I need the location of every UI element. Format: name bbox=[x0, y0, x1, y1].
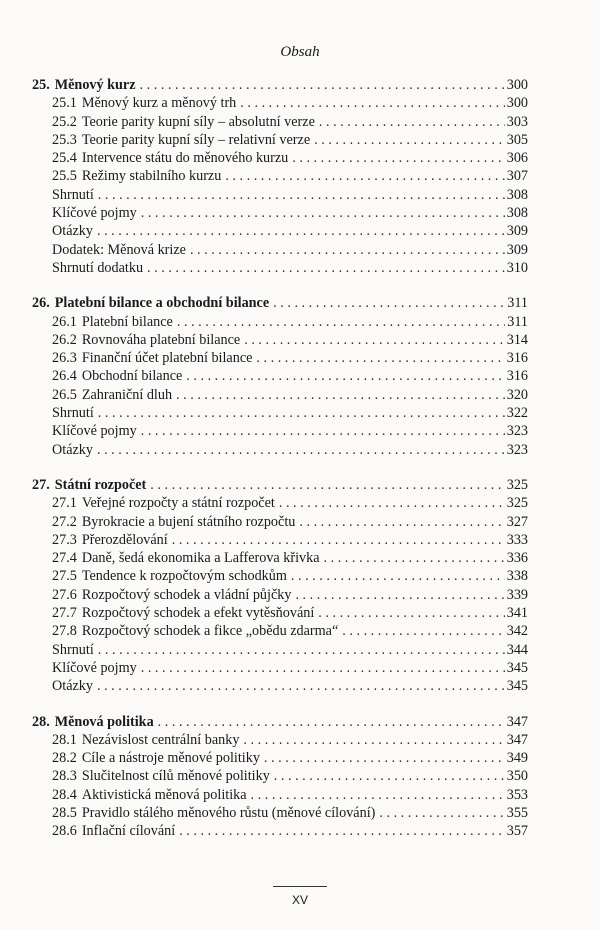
toc-entry bbox=[32, 331, 528, 349]
dot-leader bbox=[172, 531, 505, 549]
toc-entry bbox=[32, 222, 528, 240]
table-of-contents bbox=[32, 76, 528, 858]
entry-title: Tendence k rozpočtovým schodkům bbox=[81, 568, 287, 585]
entry-number: 25.3 bbox=[52, 131, 77, 148]
dot-leader bbox=[150, 476, 504, 494]
running-header: Obsah bbox=[280, 44, 320, 60]
entry-title: Shrnutí dodatku bbox=[52, 259, 144, 276]
entry-title: Daně, šedá ekonomika a Lafferova křivka bbox=[81, 550, 320, 567]
entry-number: 26.4 bbox=[52, 368, 77, 385]
entry-page-number: 300 bbox=[506, 95, 528, 112]
entry-title: Shrnutí bbox=[52, 405, 94, 422]
dot-leader bbox=[158, 713, 505, 731]
dot-leader bbox=[225, 167, 504, 185]
toc-entry bbox=[32, 677, 528, 695]
entry-page-number: 349 bbox=[506, 750, 528, 767]
entry-number: 27.5 bbox=[52, 568, 77, 585]
entry-page-number: 316 bbox=[506, 368, 528, 385]
entry-page-number: 325 bbox=[506, 495, 528, 512]
entry-page-number: 327 bbox=[506, 513, 528, 530]
dot-leader bbox=[186, 367, 504, 385]
toc-entry bbox=[32, 349, 528, 367]
dot-leader bbox=[291, 567, 505, 585]
toc-entry bbox=[32, 167, 528, 185]
entry-page-number: 311 bbox=[507, 313, 528, 330]
entry-title: Zahraniční dluh bbox=[81, 386, 173, 403]
entry-page-number: 350 bbox=[506, 768, 528, 785]
dot-leader bbox=[147, 259, 505, 277]
chapter-heading bbox=[32, 476, 528, 494]
entry-title: Otázky bbox=[52, 223, 93, 240]
chapter-block bbox=[32, 713, 528, 841]
entry-title: Aktivistická měnová politika bbox=[81, 786, 247, 803]
entry-title: Obchodní bilance bbox=[81, 368, 183, 385]
toc-entry bbox=[32, 259, 528, 277]
page-footer bbox=[0, 886, 600, 909]
chapter-heading bbox=[32, 76, 528, 94]
toc-entry bbox=[32, 804, 528, 822]
entry-title: Klíčové pojmy bbox=[52, 423, 137, 440]
entry-title: Přerozdělování bbox=[81, 531, 168, 548]
dot-leader bbox=[251, 786, 505, 804]
dot-leader bbox=[179, 822, 505, 840]
entry-page-number: 347 bbox=[506, 731, 528, 748]
toc-entry bbox=[32, 149, 528, 167]
entry-number: 26.3 bbox=[52, 350, 77, 367]
entry-page-number: 311 bbox=[507, 295, 528, 312]
entry-title: Inflační cílování bbox=[81, 823, 176, 840]
entry-page-number: 307 bbox=[506, 168, 528, 185]
entry-page-number: 322 bbox=[506, 405, 528, 422]
entry-title: Měnový kurz a měnový trh bbox=[81, 95, 237, 112]
entry-number: 27.3 bbox=[52, 531, 77, 548]
toc-entry bbox=[32, 113, 528, 131]
entry-title: Platební bilance a obchodní bilance bbox=[54, 295, 270, 312]
toc-entry bbox=[32, 513, 528, 531]
dot-leader bbox=[98, 641, 505, 659]
toc-entry bbox=[32, 786, 528, 804]
dot-leader bbox=[319, 113, 505, 131]
chapter-block bbox=[32, 76, 528, 277]
entry-number: 27.7 bbox=[52, 605, 77, 622]
entry-page-number: 345 bbox=[506, 678, 528, 695]
entry-title: Rozpočtový schodek a fikce „obědu zdarma“ bbox=[81, 623, 339, 640]
dot-leader bbox=[264, 749, 505, 767]
entry-page-number: 320 bbox=[506, 386, 528, 403]
dot-leader bbox=[318, 604, 504, 622]
entry-number: 27.4 bbox=[52, 550, 77, 567]
toc-entry bbox=[32, 641, 528, 659]
entry-number: 28. bbox=[32, 713, 50, 730]
entry-number: 28.1 bbox=[52, 731, 77, 748]
entry-page-number: 300 bbox=[506, 77, 528, 93]
dot-leader bbox=[314, 131, 505, 149]
entry-page-number: 336 bbox=[506, 550, 528, 567]
dot-leader bbox=[379, 804, 504, 822]
entry-number: 25.4 bbox=[52, 150, 77, 167]
dot-leader bbox=[243, 731, 504, 749]
entry-title: Finanční účet platební bilance bbox=[81, 350, 253, 367]
entry-number: 26.1 bbox=[52, 313, 77, 330]
entry-page-number: 314 bbox=[506, 331, 528, 348]
toc-entry bbox=[32, 567, 528, 585]
dot-leader bbox=[141, 422, 505, 440]
dot-leader bbox=[98, 404, 505, 422]
entry-page-number: 309 bbox=[506, 223, 528, 240]
dot-leader bbox=[98, 186, 505, 204]
entry-page-number: 309 bbox=[506, 241, 528, 258]
entry-page-number: 341 bbox=[506, 605, 528, 622]
entry-title: Rozpočtový schodek a vládní půjčky bbox=[81, 586, 292, 603]
entry-title: Teorie parity kupní síly – relativní verze bbox=[81, 131, 311, 148]
entry-number: 27.2 bbox=[52, 513, 77, 530]
entry-number: 25.2 bbox=[52, 113, 77, 130]
dot-leader bbox=[97, 222, 505, 240]
dot-leader bbox=[177, 313, 505, 331]
entry-title: Měnová politika bbox=[54, 713, 154, 730]
toc-entry bbox=[32, 659, 528, 677]
entry-page-number: 353 bbox=[506, 786, 528, 803]
page-number: XV bbox=[291, 893, 308, 907]
entry-page-number: 338 bbox=[506, 568, 528, 585]
entry-title: Měnový kurz bbox=[54, 77, 136, 93]
toc-entry bbox=[32, 604, 528, 622]
entry-title: Intervence státu do měnového kurzu bbox=[81, 150, 289, 167]
dot-leader bbox=[140, 76, 505, 94]
entry-page-number: 357 bbox=[506, 823, 528, 840]
entry-title: Režimy stabilního kurzu bbox=[81, 168, 222, 185]
toc-entry bbox=[32, 822, 528, 840]
entry-title: Pravidlo stálého měnového růstu (měnové cílování) bbox=[81, 804, 376, 821]
entry-page-number: 347 bbox=[506, 713, 528, 730]
toc-entry bbox=[32, 94, 528, 112]
entry-number: 25.5 bbox=[52, 168, 77, 185]
entry-title: Otázky bbox=[52, 441, 93, 458]
entry-page-number: 306 bbox=[506, 150, 528, 167]
entry-page-number: 355 bbox=[506, 804, 528, 821]
entry-title: Shrnutí bbox=[52, 186, 94, 203]
dot-leader bbox=[273, 294, 505, 312]
toc-entry bbox=[32, 313, 528, 331]
entry-title: Klíčové pojmy bbox=[52, 205, 137, 222]
toc-entry bbox=[32, 204, 528, 222]
entry-number: 26. bbox=[32, 295, 50, 312]
toc-entry bbox=[32, 531, 528, 549]
entry-page-number: 305 bbox=[506, 131, 528, 148]
entry-number: 26.2 bbox=[52, 331, 77, 348]
entry-number: 27.1 bbox=[52, 495, 77, 512]
entry-number: 25. bbox=[32, 77, 50, 93]
entry-number: 27.6 bbox=[52, 586, 77, 603]
toc-entry bbox=[32, 367, 528, 385]
entry-title: Slučitelnost cílů měnové politiky bbox=[81, 768, 270, 785]
entry-title: Teorie parity kupní síly – absolutní verze bbox=[81, 113, 315, 130]
entry-number: 28.5 bbox=[52, 804, 77, 821]
entry-number: 28.3 bbox=[52, 768, 77, 785]
entry-number: 28.6 bbox=[52, 823, 77, 840]
entry-title: Dodatek: Měnová krize bbox=[52, 241, 186, 258]
dot-leader bbox=[274, 767, 505, 785]
toc-entry bbox=[32, 749, 528, 767]
entry-page-number: 323 bbox=[506, 423, 528, 440]
entry-page-number: 303 bbox=[506, 113, 528, 130]
entry-page-number: 316 bbox=[506, 350, 528, 367]
toc-entry bbox=[32, 622, 528, 640]
dot-leader bbox=[176, 386, 505, 404]
entry-title: Klíčové pojmy bbox=[52, 659, 137, 676]
entry-page-number: 344 bbox=[506, 641, 528, 658]
dot-leader bbox=[97, 677, 505, 695]
toc-entry bbox=[32, 241, 528, 259]
dot-leader bbox=[141, 204, 505, 222]
entry-title: Cíle a nástroje měnové politiky bbox=[81, 750, 260, 767]
entry-page-number: 310 bbox=[506, 259, 528, 276]
entry-title: Rovnováha platební bilance bbox=[81, 331, 241, 348]
toc-entry bbox=[32, 422, 528, 440]
entry-title: Platební bilance bbox=[81, 313, 173, 330]
entry-number: 27. bbox=[32, 476, 50, 493]
toc-entry bbox=[32, 586, 528, 604]
entry-title: Shrnutí bbox=[52, 641, 94, 658]
chapter-block bbox=[32, 294, 528, 459]
chapter-heading bbox=[32, 713, 528, 731]
entry-title: Nezávislost centrální banky bbox=[81, 731, 240, 748]
dot-leader bbox=[256, 349, 504, 367]
chapter-heading bbox=[32, 294, 528, 312]
dot-leader bbox=[292, 149, 504, 167]
dot-leader bbox=[324, 549, 505, 567]
entry-number: 25.1 bbox=[52, 95, 77, 112]
entry-number: 28.4 bbox=[52, 786, 77, 803]
entry-number: 28.2 bbox=[52, 750, 77, 767]
toc-entry bbox=[32, 131, 528, 149]
dot-leader bbox=[279, 494, 505, 512]
entry-number: 26.5 bbox=[52, 386, 77, 403]
toc-entry bbox=[32, 731, 528, 749]
dot-leader bbox=[342, 622, 504, 640]
entry-title: Byrokracie a bujení státního rozpočtu bbox=[81, 513, 296, 530]
footer-rule bbox=[273, 886, 327, 887]
dot-leader bbox=[97, 441, 505, 459]
entry-page-number: 345 bbox=[506, 659, 528, 676]
toc-entry bbox=[32, 549, 528, 567]
toc-entry bbox=[32, 186, 528, 204]
dot-leader bbox=[190, 241, 505, 259]
entry-title: Veřejné rozpočty a státní rozpočet bbox=[81, 495, 275, 512]
dot-leader bbox=[299, 513, 504, 531]
entry-page-number: 308 bbox=[506, 205, 528, 222]
entry-title: Rozpočtový schodek a efekt vytěsňování bbox=[81, 605, 315, 622]
dot-leader bbox=[240, 94, 504, 112]
toc-entry bbox=[32, 767, 528, 785]
toc-entry bbox=[32, 386, 528, 404]
entry-page-number: 325 bbox=[506, 476, 528, 493]
chapter-block bbox=[32, 476, 528, 696]
entry-page-number: 323 bbox=[506, 441, 528, 458]
dot-leader bbox=[244, 331, 505, 349]
entry-page-number: 308 bbox=[506, 186, 528, 203]
entry-title: Státní rozpočet bbox=[54, 476, 147, 493]
entry-page-number: 333 bbox=[506, 531, 528, 548]
entry-title: Otázky bbox=[52, 678, 93, 695]
entry-number: 27.8 bbox=[52, 623, 77, 640]
entry-page-number: 339 bbox=[506, 586, 528, 603]
toc-entry bbox=[32, 441, 528, 459]
toc-entry bbox=[32, 494, 528, 512]
entry-page-number: 342 bbox=[506, 623, 528, 640]
toc-entry bbox=[32, 404, 528, 422]
dot-leader bbox=[141, 659, 505, 677]
dot-leader bbox=[295, 586, 504, 604]
